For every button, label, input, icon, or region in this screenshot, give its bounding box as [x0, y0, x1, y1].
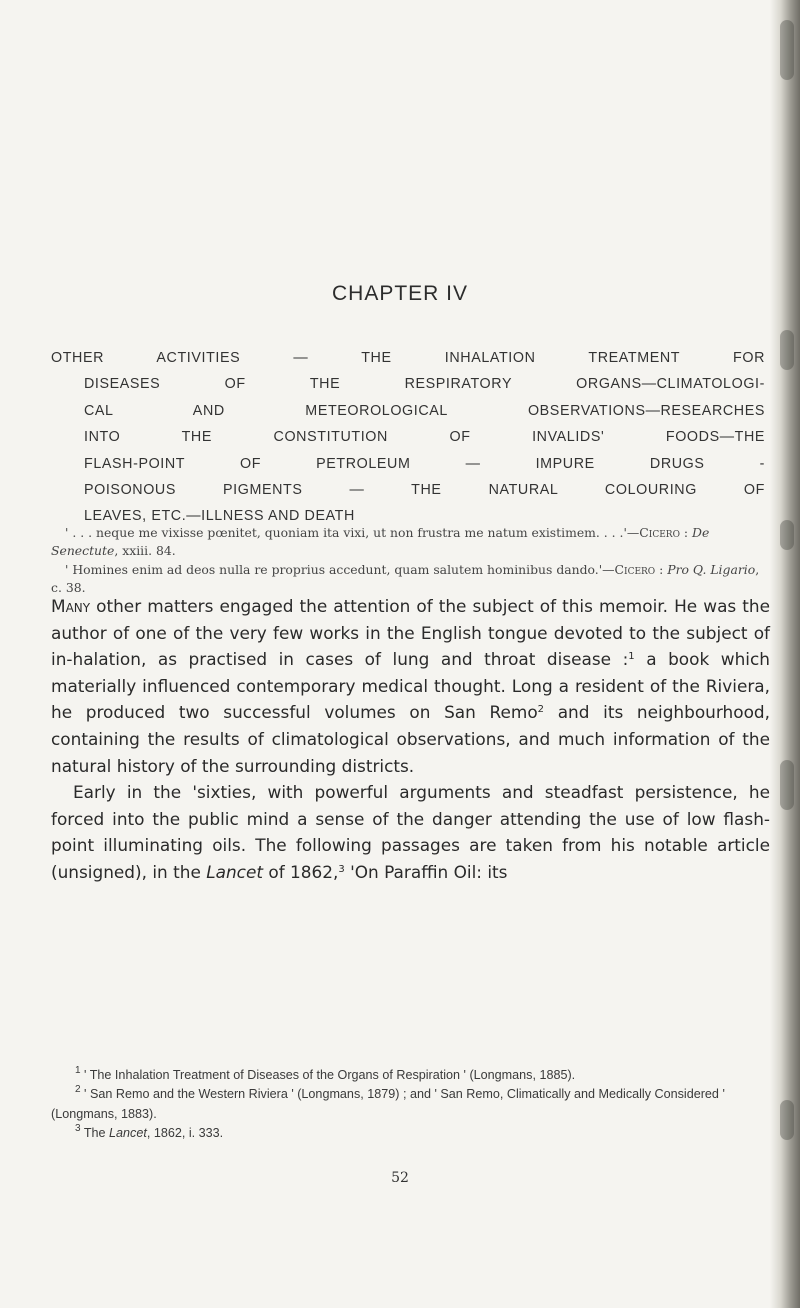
summary-line: FLASH-POINT OF PETROLEUM — IMPURE DRUGS -: [84, 455, 765, 472]
epigraph-work: De Senectute: [51, 525, 710, 559]
epigraph-dash: —: [626, 525, 640, 540]
paragraph-text: of 1862,: [263, 861, 339, 882]
epigraph-author: Cicero: [614, 561, 656, 577]
edge-mark: [780, 330, 794, 370]
footnote-text: ' The Inhalation Treatment of Diseases of the Organs of Respiration ' (Longmans, 1885).: [80, 1068, 576, 1082]
epigraphs: [51, 524, 767, 598]
footnote-text: , 1862, i. 333.: [146, 1126, 224, 1141]
footnotes: [51, 1066, 769, 1144]
chapter-heading: CHAPTER IV: [331, 282, 469, 305]
footnote: [51, 1085, 769, 1124]
footnote-text: ' San Remo and the Western Riviera ' (Longmans, 1879) ; and ' San Remo, Climatically and Medically Considered ' (Longmans, 1883).: [51, 1087, 725, 1121]
body-text: [51, 593, 770, 886]
summary-line: LEAVES, ETC.—ILLNESS AND DEATH: [84, 508, 355, 525]
paragraph-text: Early in the 'sixties, with powerful arguments and steadfast persistence, he forced into the public mind a sense of the danger attending the use of low flash-point illuminating oils. The following passages are taken from his notable article (unsigned), in the: [51, 782, 770, 882]
chapter-summary: [51, 345, 765, 530]
opening-word: Many: [51, 596, 91, 616]
journal-title: Lancet: [206, 861, 263, 882]
footnote-number: 2: [75, 1084, 81, 1096]
paragraph-text: other matters engaged the attention of the subject of this memoir. He was the author of one of the very few works in the English tongue devoted to the subject of in-halation, as practised in cases of lung and throat disease :: [51, 596, 770, 670]
page-edge-shadow: [770, 0, 800, 1308]
footnote: [51, 1124, 769, 1143]
paragraph: [51, 779, 770, 885]
edge-mark: [780, 760, 794, 810]
footnote-ref: 1: [628, 651, 635, 663]
summary-line: CAL AND METEOROLOGICAL OBSERVATIONS—RESEARCHES: [84, 402, 765, 419]
epigraph-author: Cicero: [639, 525, 680, 540]
epigraph-ref: , c. 38.: [51, 561, 760, 596]
epigraph-work: Pro Q. Ligario: [667, 561, 756, 577]
paragraph-text: and its neighbourhood, containing the results of climatological observations, and much information of the natural history of the surrounding districts.: [51, 702, 770, 776]
paragraph-text: 'On Paraffin Oil: its: [344, 861, 508, 882]
epigraph: [51, 524, 767, 561]
epigraph-separator: :: [679, 525, 693, 540]
edge-mark: [780, 520, 794, 550]
epigraph-separator: :: [655, 561, 668, 577]
epigraph-ref: , xxiii. 84.: [114, 543, 176, 559]
epigraph-quote: ' Homines enim ad deos nulla re proprius accedunt, quam salutem hominibus dando.': [65, 561, 603, 577]
paragraph-text: a book which materially influenced contemporary medical thought. Long a resident of the Riviera, he produced two successful volumes on San Remo: [51, 649, 770, 723]
epigraph-dash: —: [602, 561, 615, 577]
summary-line: POISONOUS PIGMENTS — THE NATURAL COLOURING OF: [84, 482, 765, 499]
edge-mark: [780, 1100, 794, 1140]
edge-mark: [780, 20, 794, 80]
footnote-text: The: [80, 1126, 110, 1141]
summary-line: INTO THE CONSTITUTION OF INVALIDS' FOODS—THE: [84, 429, 765, 446]
page-number: 52: [391, 1170, 409, 1186]
summary-line: DISEASES OF THE RESPIRATORY ORGANS—CLIMATOLOGI-: [84, 376, 765, 393]
journal-title: Lancet: [109, 1126, 147, 1141]
summary-line: OTHER ACTIVITIES — THE INHALATION TREATMENT FOR: [51, 350, 765, 366]
footnote: [51, 1066, 769, 1085]
footnote-ref: 2: [537, 704, 545, 716]
footnote-number: 3: [75, 1123, 81, 1135]
epigraph-quote: ' . . . neque me vixisse pœnitet, quoniam ita vixi, ut non frustra me natum existimem. . . .': [65, 525, 627, 540]
footnote-number: 1: [75, 1065, 81, 1076]
paragraph: [51, 593, 770, 779]
footnote-ref: 3: [338, 863, 345, 875]
